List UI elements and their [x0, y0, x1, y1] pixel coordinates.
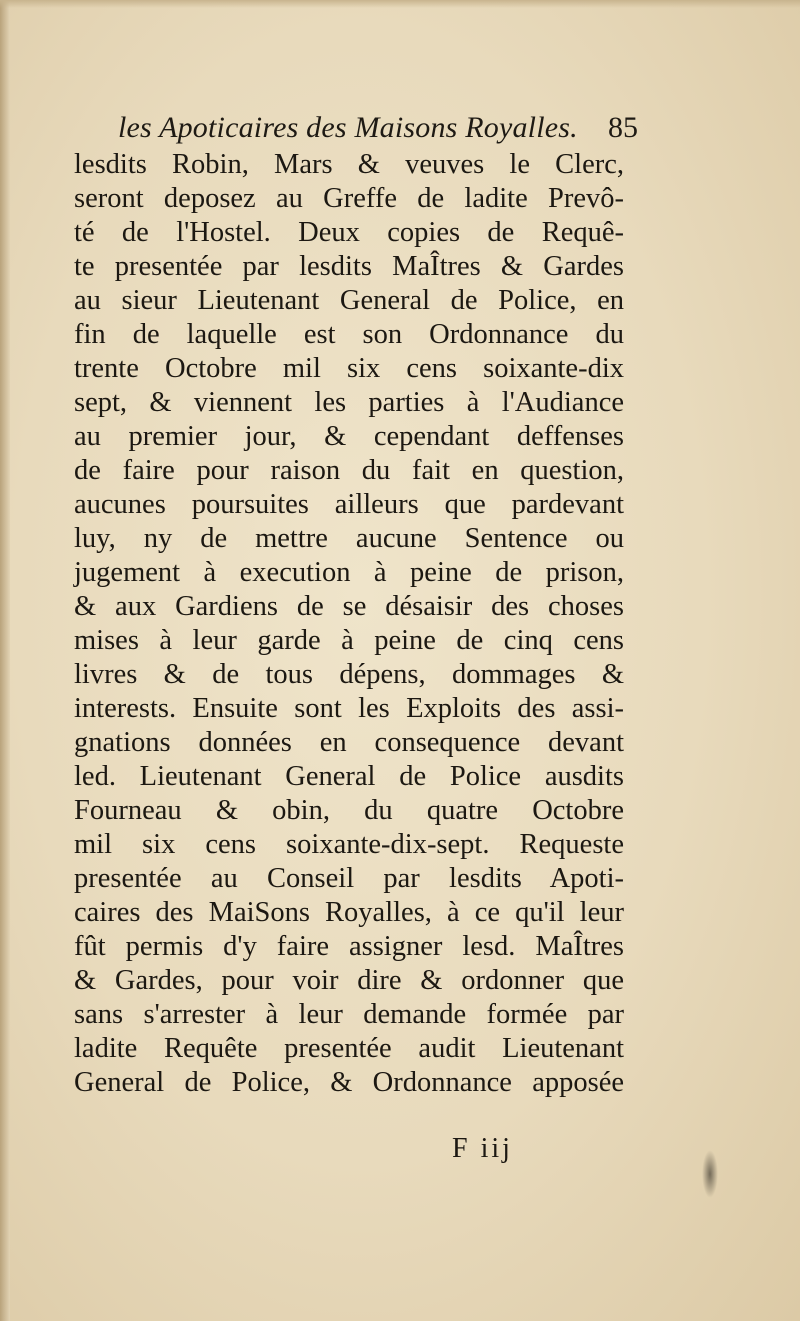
text-line: trente Octobre mil six cens soixante-dix — [74, 353, 624, 384]
signature-mark: F iij — [452, 1133, 513, 1164]
text-line: de faire pour raison du fait en question, — [74, 455, 624, 486]
text-line: & Gardes, pour voir dire & ordonner que — [74, 965, 624, 996]
body-text — [74, 148, 624, 1100]
text-line: sans s'arrester à leur demande formée par — [74, 999, 624, 1030]
text-line: jugement à execution à peine de prison, — [74, 557, 624, 588]
text-line: presentée au Conseil par lesdits Apoti- — [74, 863, 624, 894]
running-title: les Apoticaires des Maisons Royalles. — [118, 111, 578, 144]
text-line: au premier jour, & cependant deffenses — [74, 421, 624, 452]
text-line: gnations données en consequence devant — [74, 727, 624, 758]
text-line: fin de laquelle est son Ordonnance du — [74, 319, 624, 350]
text-line: Fourneau & obin, du quatre Octobre — [74, 795, 624, 826]
text-line: luy, ny de mettre aucune Sentence ou — [74, 523, 624, 554]
page-number: 85 — [608, 111, 638, 144]
text-line: te presentée par lesdits MaÎtres & Gardes — [74, 251, 624, 282]
page-gutter-shadow — [0, 0, 10, 1321]
text-line: mil six cens soixante-dix-sept. Requeste — [74, 829, 624, 860]
text-line: caires des MaiSons Royalles, à ce qu'il leur — [74, 897, 624, 928]
ink-smudge — [702, 1150, 718, 1198]
text-line: sept, & viennent les parties à l'Audiance — [74, 387, 624, 418]
text-line: interests. Ensuite sont les Exploits des assi- — [74, 693, 624, 724]
text-line: General de Police, & Ordonnance apposée — [74, 1067, 624, 1098]
text-line: ladite Requête presentée audit Lieutenant — [74, 1033, 624, 1064]
text-line: fût permis d'y faire assigner lesd. MaÎtres — [74, 931, 624, 962]
text-line: au sieur Lieutenant General de Police, en — [74, 285, 624, 316]
text-line: aucunes poursuites ailleurs que pardevant — [74, 489, 624, 520]
text-line: té de l'Hostel. Deux copies de Requê- — [74, 217, 624, 248]
text-line: & aux Gardiens de se désaisir des choses — [74, 591, 624, 622]
text-line: seront deposez au Greffe de ladite Prevô- — [74, 183, 624, 214]
text-line: livres & de tous dépens, dommages & — [74, 659, 624, 690]
text-line: lesdits Robin, Mars & veuves le Clerc, — [74, 149, 624, 180]
text-line: led. Lieutenant General de Police ausdits — [74, 761, 624, 792]
page-top-shadow — [0, 0, 800, 8]
text-line: mises à leur garde à peine de cinq cens — [74, 625, 624, 656]
page-header — [118, 108, 638, 148]
